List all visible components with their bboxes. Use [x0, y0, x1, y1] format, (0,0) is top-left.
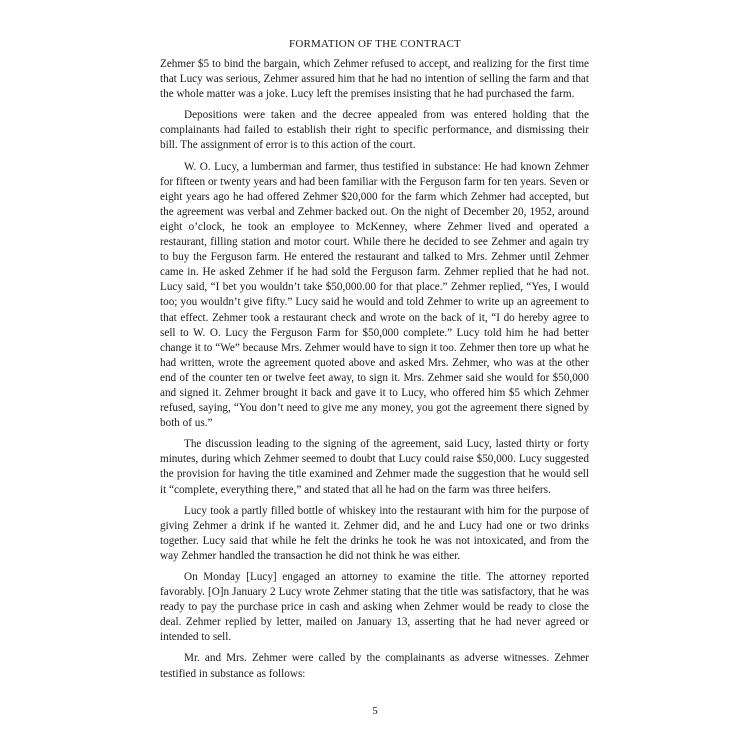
body-text [160, 57, 589, 688]
page-number: 5 [372, 705, 378, 717]
paragraph: The discussion leading to the signing of the agreement, said Lucy, lasted thirty or forty minutes, during which Zehmer seemed to doubt that Lucy could raise $50,000. Lucy suggested the provision for having the title examined and Zehmer made the suggestion that he would sell it “complete, everything there,” and stated that all he had on the farm was three heifers. [160, 438, 589, 496]
running-head: FORMATION OF THE CONTRACT [289, 38, 461, 50]
paragraph: Lucy took a partly filled bottle of whiskey into the restaurant with him for the purpose of giving Zehmer a drink if he wanted it. Zehmer did, and he and Lucy had one or two drinks together. Lucy said that while he felt the drinks he took he was not intoxicated, and from the way Zehmer handled the transaction he did not think he was either. [160, 504, 589, 562]
paragraph: Zehmer $5 to bind the bargain, which Zehmer refused to accept, and realizing for the first time that Lucy was serious, Zehmer assured him that he had no intention of selling the farm and that the whole matter was a joke. Lucy left the premises insisting that he had purchased the farm. [160, 58, 589, 101]
paragraph: Mr. and Mrs. Zehmer were called by the complainants as adverse witnesses. Zehmer testified in substance as follows: [160, 652, 589, 680]
paragraph: On Monday [Lucy] engaged an attorney to examine the title. The attorney reported favorably. [O]n January 2 Lucy wrote Zehmer stating that the title was satisfactory, that he was ready to pay the purchase price in cash and asking when Zehmer would be ready to close the deal. Zehmer replied by letter, mailed on January 13, asserting that he had never agreed or intended to sell. [160, 571, 589, 644]
paragraph: Depositions were taken and the decree appealed from was entered holding that the complainants had failed to establish their right to specific performance, and dismissing their bill. The assignment of error is to this action of the court. [160, 109, 589, 152]
paragraph: W. O. Lucy, a lumberman and farmer, thus testified in substance: He had known Zehmer for fifteen or twenty years and had been familiar with the Ferguson farm for ten years. Seven or eight years ago he had offered Zehmer $20,000 for the farm which Zehmer had accepted, but the agreement was verbal and Zehmer backed out. On the night of December 20, 1952, around eight o’clock, he took an employee to McKenney, where Zehmer lived and operated a restaurant, filling station and motor court. While there he decided to see Zehmer and again try to buy the Ferguson farm. He entered the restaurant and talked to Mrs. Zehmer until Zehmer came in. He asked Zehmer if he had sold the Ferguson farm. Zehmer replied that he had not. Lucy said, “I bet you wouldn’t take $50,000.00 for that place.” Zehmer replied, “Yes, I would too; you wouldn’t give fifty.” Lucy said he would and told Zehmer to write up an agreement to that effect. Zehmer took a restaurant check and wrote on the back of it, “I do hereby agree to sell to W. O. Lucy the Ferguson Farm for $50,000 complete.” Lucy told him he had better change it to “We” because Mrs. Zehmer would have to sign it too. Zehmer then tore up what he had written, wrote the agreement quoted above and asked Mrs. Zehmer, who was at the other end of the counter ten or twelve feet away, to sign it. Mrs. Zehmer said she would for $50,000 and signed it. Zehmer brought it back and gave it to Lucy, who offered him $5 which Zehmer refused, saying, “You don’t need to give me any money, you got the agreement there signed by both of us.” [160, 160, 589, 430]
